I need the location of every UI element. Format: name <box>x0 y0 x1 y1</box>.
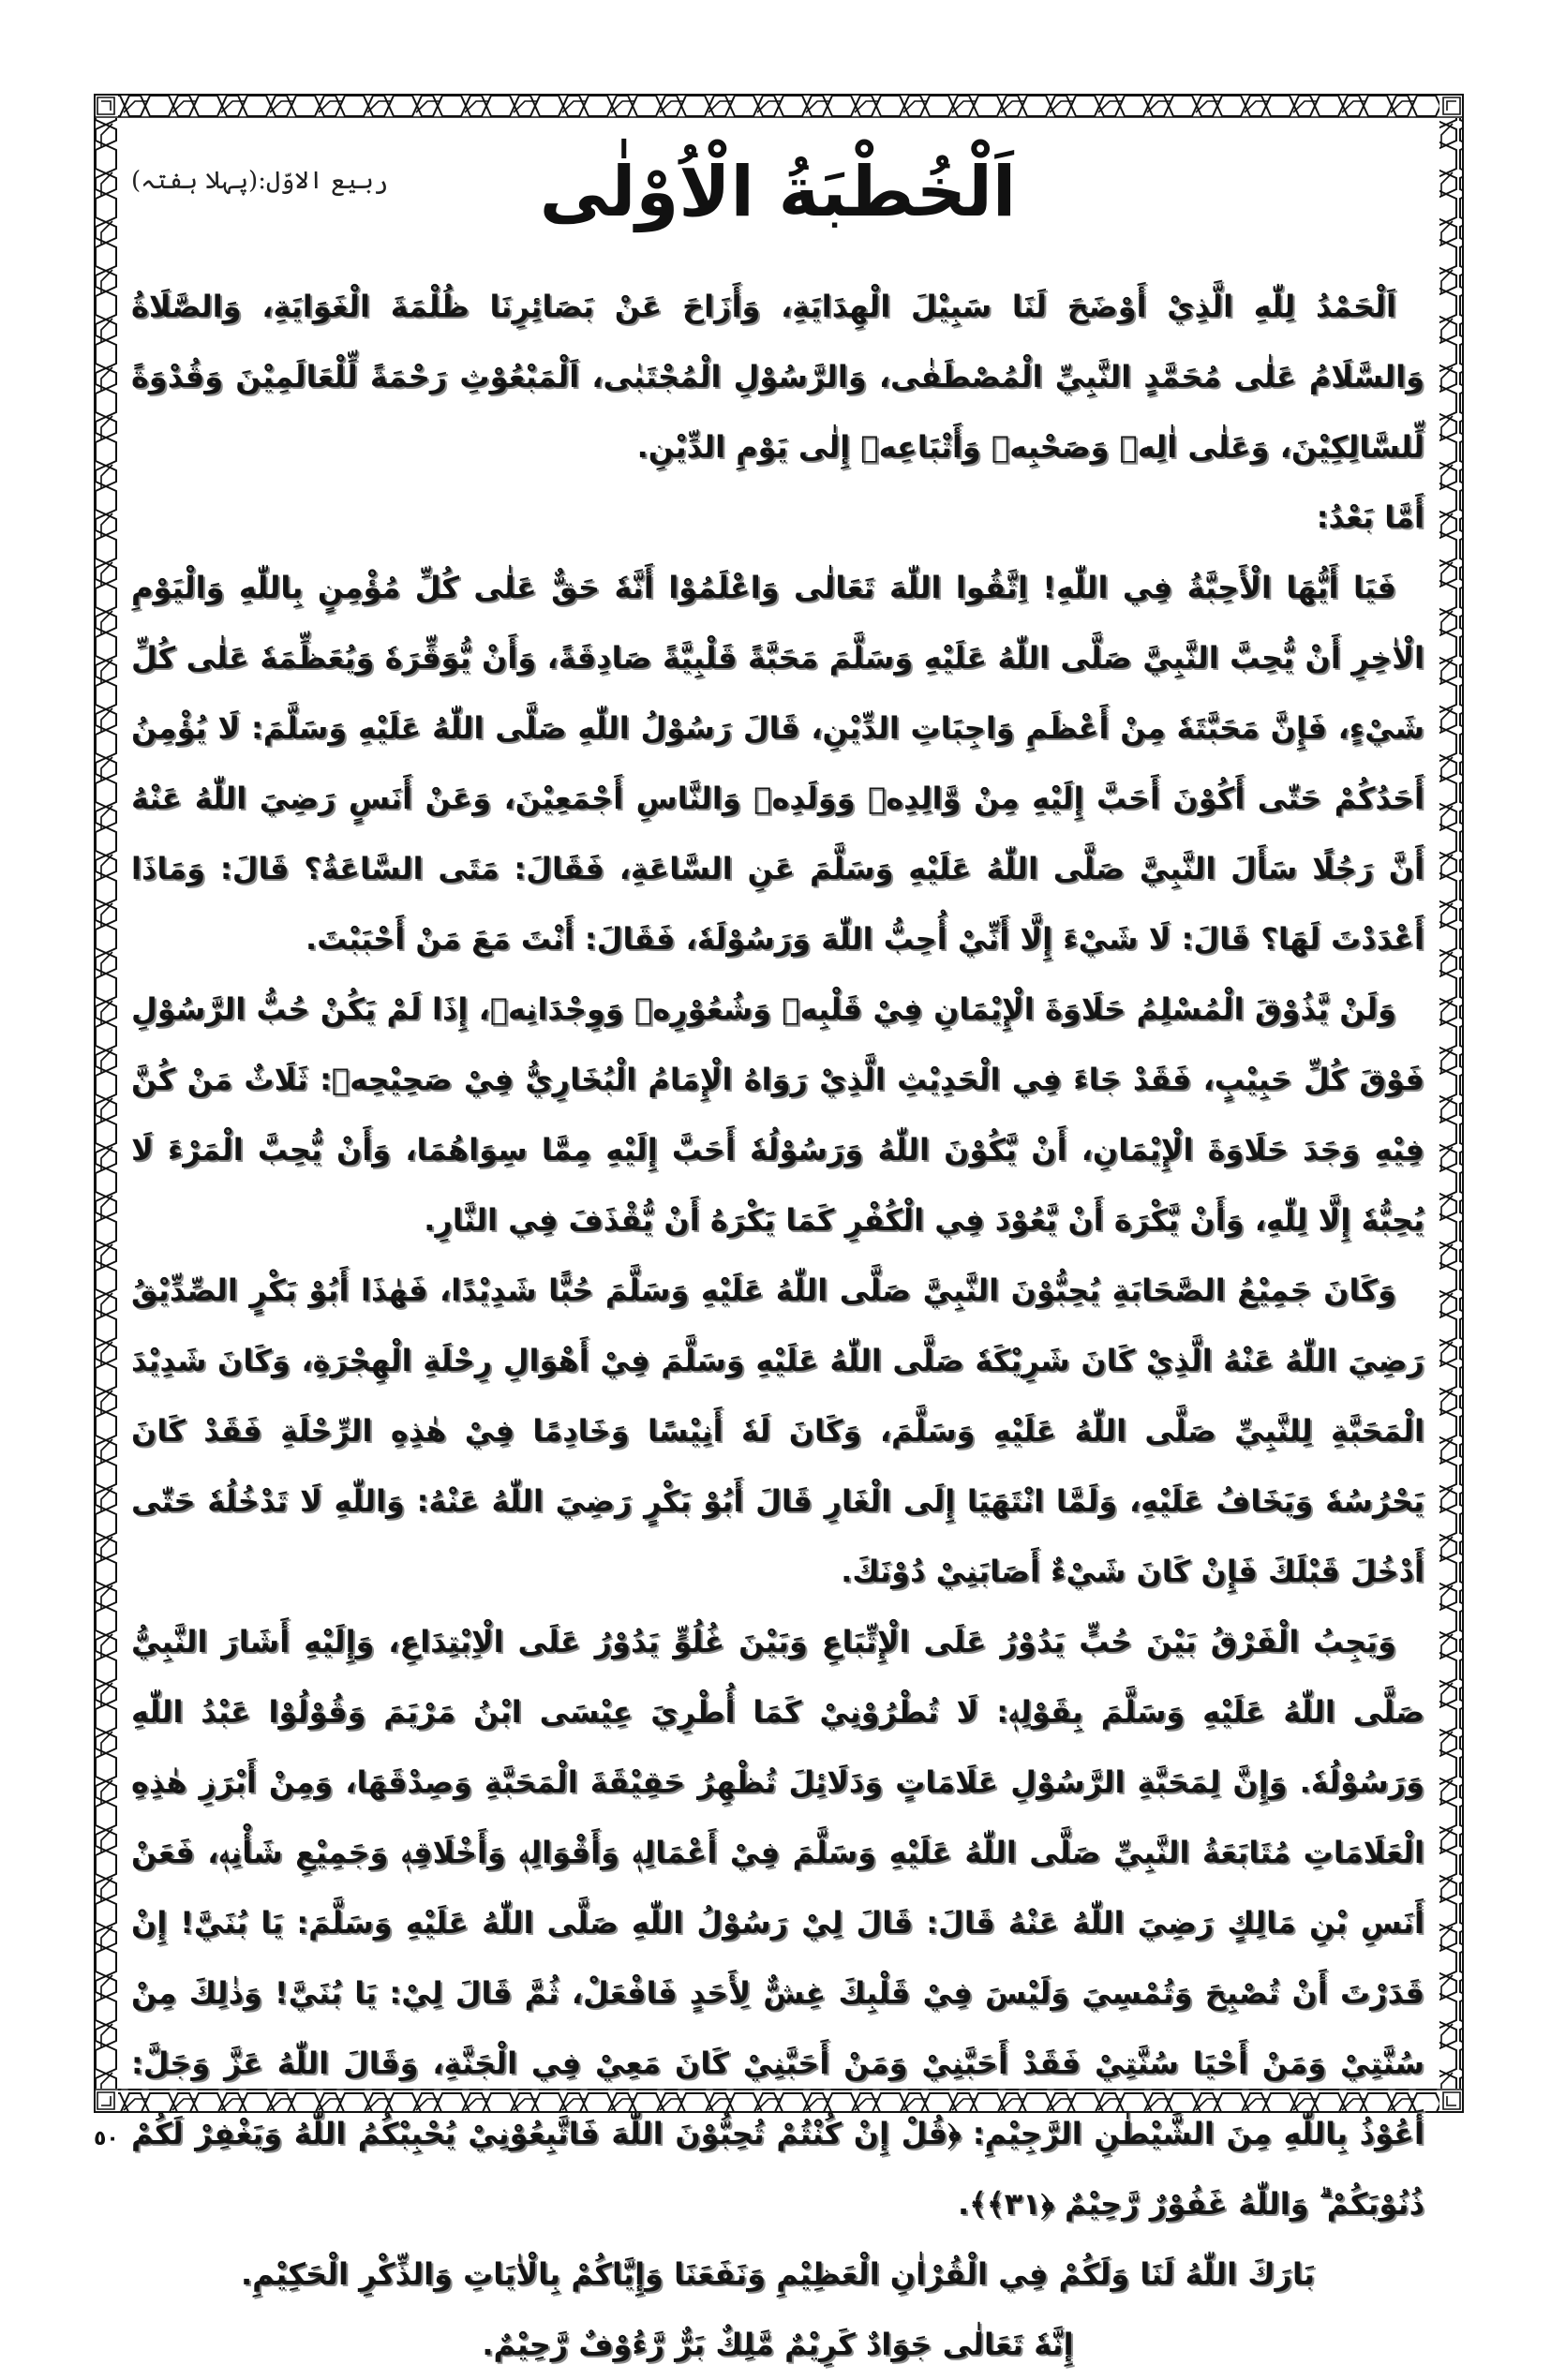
closing-blessing-line-2: إِنَّهٗ تَعَالٰى جَوَادٌ كَرِيْمٌ مَّلِكٌ بَرٌّ رَّءُوْفٌ رَّحِيْمٌ. <box>482 2327 1074 2362</box>
page-content <box>131 141 1424 2362</box>
signs-of-love-paragraph: وَيَجِبُ الْفَرْقُ بَيْنَ حُبٍّ يَدُوْرُ عَلَى الْإِتِّبَاعِ وَبَيْنَ غُلُوٍّ يَدُوْرُ عَلَى الْاِبْتِدَاعِ، وَإِلَيْهِ أَشَارَ النَّبِيُّ صَلَّى اللّٰهُ عَلَيْهِ وَسَلَّمَ بِقَوْلِهٖ: لَا تُطْرُوْنِيْ كَمَا أُطْرِيَ عِيْسَى ابْنُ مَرْيَمَ وَقُوْلُوْا عَبْدُ اللّٰهِ وَرَسُوْلُهٗ. وَإِنَّ لِمَحَبَّةِ الرَّسُوْلِ عَلَامَاتٍ وَدَلَائِلَ تُظْهِرُ حَقِيْقَةَ الْمَحَبَّةِ وَصِدْقَهَا، وَمِنْ أَبْرَزِ هٰذِهِ الْعَلَامَاتِ مُتَابَعَةُ النَّبِيِّ صَلَّى اللّٰهُ عَلَيْهِ وَسَلَّمَ فِيْ أَعْمَالِهٖ وَأَقْوَالِهٖ وَأَخْلَاقِهٖ وَجَمِيْعِ شَأْنِهٖ، فَعَنْ أَنَسِ بْنِ مَالِكٍ رَضِيَ اللّٰهُ عَنْهُ قَالَ: قَالَ لِيْ رَسُوْلُ اللّٰهِ صَلَّى اللّٰهُ عَلَيْهِ وَسَلَّمَ: يَا بُنَيَّ! إِنْ قَدَرْتَ أَنْ تُصْبِحَ وَتُمْسِيَ وَلَيْسَ فِيْ قَلْبِكَ غِشٌّ لِأَحَدٍ فَافْعَلْ، ثُمَّ قَالَ لِيْ: يَا بُنَيَّ! وَذٰلِكَ مِنْ سُنَّتِيْ وَمَنْ أَحْيَا سُنَّتِيْ فَقَدْ أَحَبَّنِيْ وَمَنْ أَحَبَّنِيْ كَانَ مَعِيْ فِي الْجَنَّةِ، وَقَالَ اللّٰهُ عَزَّ وَجَلَّ: أَعُوْذُ بِاللّٰهِ مِنَ الشَّيْطٰنِ الرَّجِيْمِ: ﴿قُلْ إِنْ كُنْتُمْ تُحِبُّوْنَ اللّٰهَ فَاتَّبِعُوْنِيْ يُحْبِبْكُمُ اللّٰهُ وَيَغْفِرْ لَكُمْ ذُنُوْبَكُمْ ۗ وَاللّٰهُ غَفُوْرٌ رَّحِيْمٌ ﴿٣١﴾﴾. <box>131 1624 1424 2222</box>
page-title: اَلْخُطْبَةُ الْاُوْلٰى <box>539 152 1017 232</box>
sweetness-of-faith-paragraph: وَلَنْ يَّذُوْقَ الْمُسْلِمُ حَلَاوَةَ الْإِيْمَانِ فِيْ قَلْبِهٖ وَشُعُوْرِهٖ وَوِجْدَانِهٖ، إِذَا لَمْ يَكُنْ حُبُّ الرَّسُوْلِ فَوْقَ كُلِّ حَبِيْبٍ، فَقَدْ جَاءَ فِي الْحَدِيْثِ الَّذِيْ رَوَاهُ الْإِمَامُ الْبُخَارِيُّ فِيْ صَحِيْحِهٖ: ثَلَاثٌ مَنْ كُنَّ فِيْهِ وَجَدَ حَلَاوَةَ الْإِيْمَانِ، أَنْ يَّكُوْنَ اللّٰهُ وَرَسُوْلُهٗ أَحَبَّ إِلَيْهِ مِمَّا سِوَاهُمَا، وَأَنْ يُّحِبَّ الْمَرْءَ لَا يُحِبُّهٗ إِلَّا لِلّٰهِ، وَأَنْ يَّكْرَهَ أَنْ يَّعُوْدَ فِي الْكُفْرِ كَمَا يَكْرَهُ أَنْ يُّقْذَفَ فِي النَّارِ. <box>131 991 1424 1238</box>
love-of-prophet-paragraph: فَيَا أَيُّهَا الْأَحِبَّةُ فِي اللّٰهِ! اِتَّقُوا اللّٰهَ تَعَالٰى وَاعْلَمُوْا أَنَّهٗ حَقٌّ عَلٰى كُلِّ مُؤْمِنٍ بِاللّٰهِ وَالْيَوْمِ الْاٰخِرِ أَنْ يُّحِبَّ النَّبِيَّ صَلَّى اللّٰهُ عَلَيْهِ وَسَلَّمَ مَحَبَّةً قَلْبِيَّةً صَادِقَةً، وَأَنْ يُّوَقِّرَهٗ وَيُعَظِّمَهٗ عَلٰى كُلِّ شَيْءٍ، فَإِنَّ مَحَبَّتَهٗ مِنْ أَعْظَمِ وَاجِبَاتِ الدِّيْنِ، قَالَ رَسُوْلُ اللّٰهِ صَلَّى اللّٰهُ عَلَيْهِ وَسَلَّمَ: لَا يُؤْمِنُ أَحَدُكُمْ حَتّٰى أَكُوْنَ أَحَبَّ إِلَيْهِ مِنْ وَّالِدِهٖ وَوَلَدِهٖ وَالنَّاسِ أَجْمَعِيْنَ، وَعَنْ أَنَسٍ رَضِيَ اللّٰهُ عَنْهُ أَنَّ رَجُلًا سَأَلَ النَّبِيَّ صَلَّى اللّٰهُ عَلَيْهِ وَسَلَّمَ عَنِ السَّاعَةِ، فَقَالَ: مَتَى السَّاعَةُ؟ قَالَ: وَمَاذَا أَعْدَدْتَ لَهَا؟ قَالَ: لَا شَيْءَ إِلَّا أَنِّيْ أُحِبُّ اللّٰهَ وَرَسُوْلَهٗ، فَقَالَ: أَنْتَ مَعَ مَنْ أَحْبَبْتَ. <box>131 570 1424 957</box>
page-header <box>131 141 1424 253</box>
closing-blessing-line-1: بَارَكَ اللّٰهُ لَنَا وَلَكُمْ فِي الْقُرْاٰنِ الْعَظِيْمِ وَنَفَعَنَا وَإِيَّاكُمْ بِالْاٰيَاتِ وَالذِّكْرِ الْحَكِيْمِ. <box>241 2256 1315 2292</box>
week-label: ربیع الاوّل:(پہلا ہفتہ) <box>131 167 389 195</box>
amma-bad-heading: أَمَّا بَعْدُ: <box>1316 499 1424 535</box>
opening-praise-paragraph: اَلْحَمْدُ لِلّٰهِ الَّذِيْ أَوْضَحَ لَنَا سَبِيْلَ الْهِدَايَةِ، وَأَزَاحَ عَنْ بَصَائِرِنَا ظُلْمَةَ الْغَوَايَةِ، وَالصَّلَاةُ وَالسَّلَامُ عَلٰى مُحَمَّدٍ النَّبِيِّ الْمُصْطَفٰى، وَالرَّسُوْلِ الْمُجْتَبٰى، اَلْمَبْعُوْثِ رَحْمَةً لِّلْعَالَمِيْنَ وَقُدْوَةً لِّلسَّالِكِيْنَ، وَعَلٰى اٰلِهٖ وَصَحْبِهٖ وَأَتْبَاعِهٖ إِلٰى يَوْمِ الدِّيْنِ. <box>131 289 1424 465</box>
page-number: ٥٠ <box>94 2127 119 2150</box>
sermon-body <box>131 272 1424 2380</box>
companions-love-paragraph: وَكَانَ جَمِيْعُ الصَّحَابَةِ يُحِبُّوْنَ النَّبِيَّ صَلَّى اللّٰهُ عَلَيْهِ وَسَلَّمَ حُبًّا شَدِيْدًا، فَهٰذَا أَبُوْ بَكْرٍ الصِّدِّيْقُ رَضِيَ اللّٰهُ عَنْهُ الَّذِيْ كَانَ شَرِيْكَهٗ صَلَّى اللّٰهُ عَلَيْهِ وَسَلَّمَ فِيْ أَهْوَالِ رِحْلَةِ الْهِجْرَةِ، وَكَانَ شَدِيْدَ الْمَحَبَّةِ لِلنَّبِيِّ صَلَّى اللّٰهُ عَلَيْهِ وَسَلَّمَ، وَكَانَ لَهٗ أَنِيْسًا وَخَادِمًا فِيْ هٰذِهِ الرِّحْلَةِ فَقَدْ كَانَ يَحْرُسُهٗ وَيَخَافُ عَلَيْهِ، وَلَمَّا انْتَهَيَا إِلَى الْغَارِ قَالَ أَبُوْ بَكْرٍ رَضِيَ اللّٰهُ عَنْهُ: وَاللّٰهِ لَا تَدْخُلُهٗ حَتّٰى أَدْخُلَ قَبْلَكَ فَإِنْ كَانَ شَيْءٌ أَصَابَنِيْ دُوْنَكَ. <box>131 1272 1424 1589</box>
